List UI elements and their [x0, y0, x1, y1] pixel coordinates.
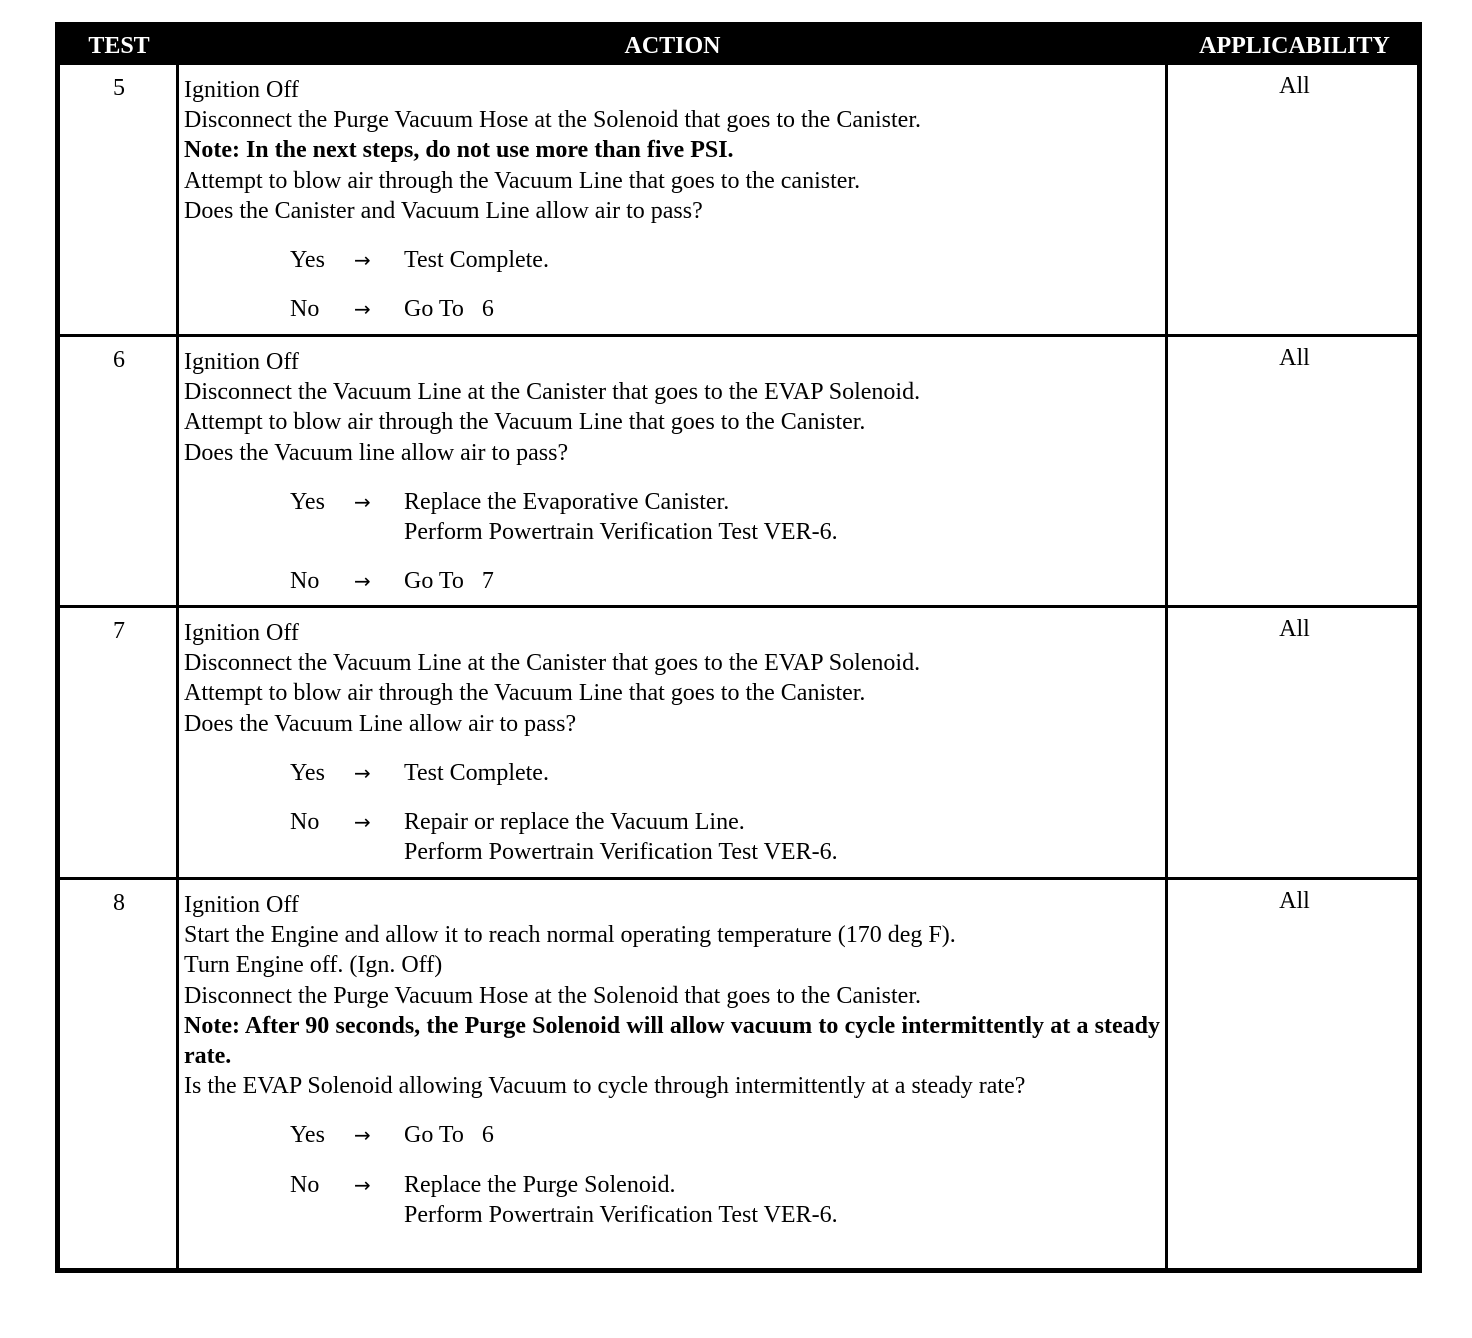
step: Disconnect the Purge Vacuum Hose at the Solenoid that goes to the Canister. — [184, 982, 921, 1009]
step: Attempt to blow air through the Vacuum Line that goes to the Canister. — [184, 680, 866, 707]
test-number: 6 — [113, 347, 125, 373]
test-number: 7 — [113, 618, 125, 644]
yes-outcome: Test Complete. — [404, 247, 549, 274]
table-row-test-7 — [60, 608, 1417, 880]
no-outcome: Repair or replace the Vacuum Line. Perform Powertrain Verification Test VER-6. — [404, 809, 838, 866]
action-cell — [184, 618, 1160, 867]
test-number: 8 — [113, 890, 125, 916]
test-number: 5 — [113, 75, 125, 101]
arrow-right-icon: → — [354, 489, 371, 514]
result-yes — [184, 1120, 1160, 1150]
yes-outcome: Replace the Evaporative Canister. Perform Powertrain Verification Test VER-6. — [404, 488, 838, 546]
step: Disconnect the Vacuum Line at the Canister that goes to the EVAP Solenoid. — [184, 650, 921, 677]
step-note: Note: In the next steps, do not use more than five PSI. — [184, 137, 734, 164]
arrow-right-icon: → — [354, 1172, 371, 1197]
result-yes — [184, 758, 1160, 788]
table-header — [60, 27, 1417, 65]
table-row-test-8 — [60, 880, 1417, 1268]
header-applicability: APPLICABILITY — [1199, 33, 1390, 59]
no-outcome: Go To 6 — [404, 296, 494, 323]
applicability-cell: All — [1279, 616, 1310, 642]
step: Ignition Off — [184, 892, 299, 918]
step: Does the Vacuum Line allow air to pass? — [184, 710, 577, 737]
action-cell — [184, 890, 1160, 1230]
no-outcome: Replace the Purge Solenoid. Perform Powertrain Verification Test VER-6. — [404, 1171, 838, 1228]
step: Does the Vacuum line allow air to pass? — [184, 439, 569, 466]
step: Is the EVAP Solenoid allowing Vacuum to cycle through intermittently at a steady rate? — [184, 1073, 1026, 1100]
yes-label: Yes — [290, 1122, 325, 1149]
arrow-right-icon: → — [354, 810, 371, 835]
applicability-cell: All — [1279, 888, 1310, 914]
applicability-cell: All — [1279, 345, 1310, 371]
no-label: No — [290, 568, 320, 595]
arrow-right-icon: → — [354, 1123, 371, 1148]
yes-label: Yes — [290, 247, 325, 274]
no-label: No — [290, 296, 320, 323]
action-cell — [184, 347, 1160, 596]
applicability-cell: All — [1279, 73, 1310, 99]
header-test: TEST — [88, 33, 150, 59]
step: Turn Engine off. (Ign. Off) — [184, 952, 443, 979]
table-row-test-5 — [60, 65, 1417, 337]
diagnostic-test-table — [55, 22, 1422, 1273]
result-yes — [184, 245, 1160, 275]
no-label: No — [290, 1171, 320, 1198]
arrow-right-icon: → — [354, 569, 371, 594]
result-no — [184, 1170, 1160, 1230]
step: Disconnect the Purge Vacuum Hose at the Solenoid that goes to the Canister. — [184, 107, 921, 134]
result-no — [184, 294, 1160, 324]
result-no — [184, 807, 1160, 867]
arrow-right-icon: → — [354, 248, 371, 273]
step-note: Note: After 90 seconds, the Purge Solenoid will allow vacuum to cycle intermittently at a steady rate. — [184, 1012, 1160, 1070]
yes-label: Yes — [290, 488, 325, 515]
header-action: ACTION — [624, 33, 721, 59]
yes-label: Yes — [290, 759, 325, 786]
step: Does the Canister and Vacuum Line allow air to pass? — [184, 197, 703, 224]
arrow-right-icon: → — [354, 297, 371, 322]
result-yes — [184, 487, 1160, 547]
table-row-test-6 — [60, 337, 1417, 608]
step: Disconnect the Vacuum Line at the Canister that goes to the EVAP Solenoid. — [184, 379, 921, 406]
yes-outcome: Test Complete. — [404, 759, 549, 786]
step: Start the Engine and allow it to reach normal operating temperature (170 deg F). — [184, 922, 956, 949]
action-cell — [184, 75, 1160, 324]
step: Attempt to blow air through the Vacuum Line that goes to the Canister. — [184, 409, 866, 436]
no-label: No — [290, 809, 320, 836]
step: Ignition Off — [184, 620, 299, 646]
step: Ignition Off — [184, 77, 299, 103]
no-outcome: Go To 7 — [404, 568, 494, 595]
result-no — [184, 566, 1160, 596]
yes-outcome: Go To 6 — [404, 1122, 494, 1149]
arrow-right-icon: → — [354, 760, 371, 785]
step: Ignition Off — [184, 349, 299, 375]
step: Attempt to blow air through the Vacuum Line that goes to the canister. — [184, 167, 861, 194]
